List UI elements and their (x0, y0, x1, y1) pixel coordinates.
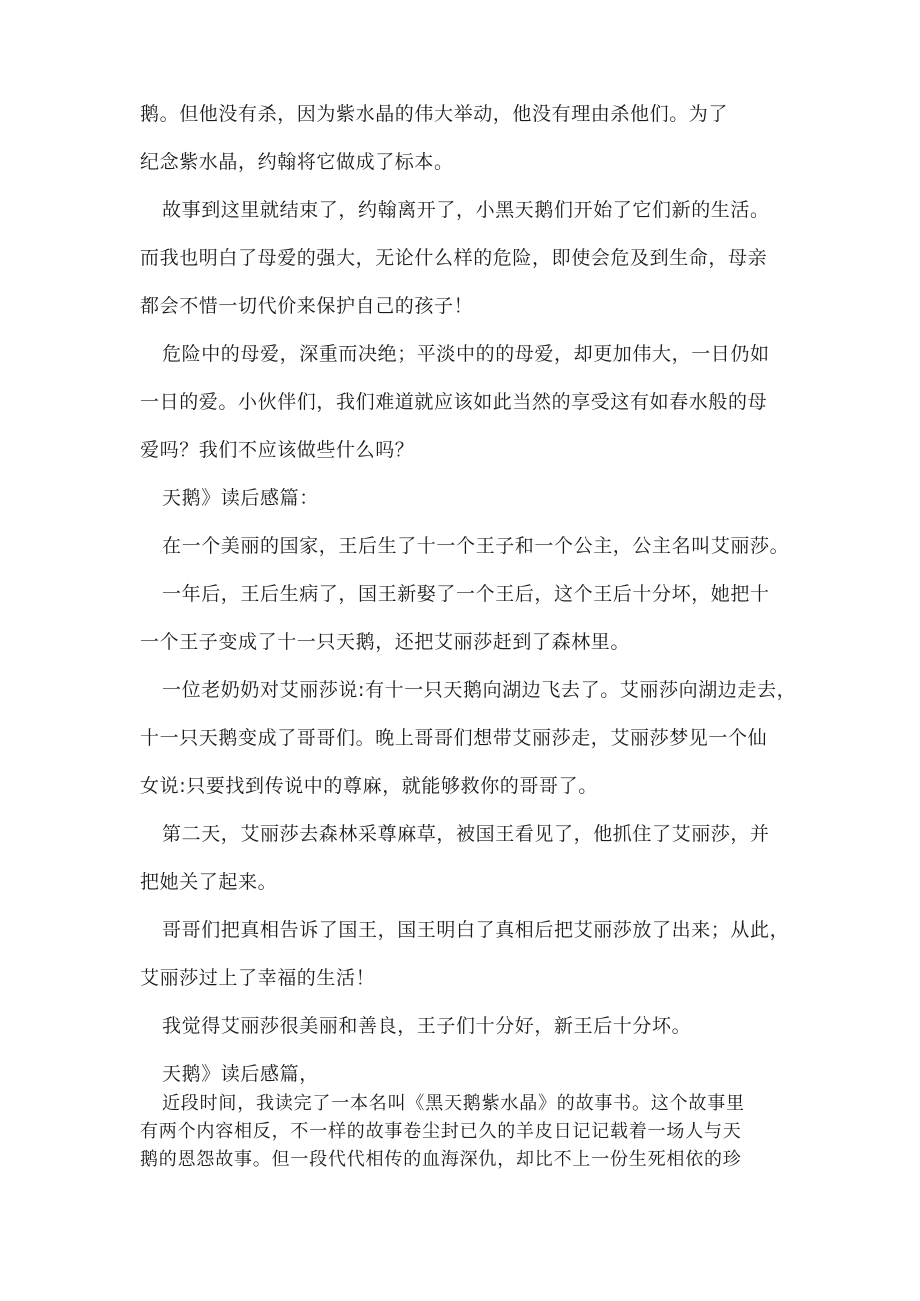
text-line: 危险中的母爱，深重而决绝；平淡中的的母爱，却更加伟大，一日仍如 (162, 343, 770, 365)
text-line: 艾丽莎过上了幸福的生活！ (140, 967, 376, 989)
text-line: 爱吗？我们不应该做些什么吗？ (140, 439, 415, 461)
section-heading: 天鹅》读后感篇： (162, 487, 319, 509)
text-line: 哥哥们把真相告诉了国王，国王明白了真相后把艾丽莎放了出来；从此， (162, 919, 790, 941)
text-line: 十一只天鹅变成了哥哥们。晚上哥哥们想带艾丽莎走，艾丽莎梦见一个仙 (140, 727, 768, 749)
text-line: 鹅。但他没有杀，因为紫水晶的伟大举动，他没有理由杀他们。为了 (140, 103, 729, 125)
text-line: 而我也明白了母爱的强大，无论什么样的危险，即使会危及到生命，母亲 (140, 247, 768, 269)
text-line: 鹅的恩怨故事。但一段代代相传的血海深仇，却比不上一份生死相依的珍 (140, 1149, 742, 1170)
text-line: 故事到这里就结束了，约翰离开了，小黑天鹅们开始了它们新的生活。 (162, 199, 770, 221)
text-line: 近段时间，我读完了一本名叫《黑天鹅紫水晶》的故事书。这个故事里 (162, 1093, 745, 1114)
text-line: 第二天，艾丽莎去森林采尊麻草，被国王看见了，他抓住了艾丽莎，并 (162, 823, 770, 845)
text-line: 把她关了起来。 (140, 871, 278, 893)
text-line: 纪念紫水晶，约翰将它做成了标本。 (140, 151, 454, 173)
text-line: 一位老奶奶对艾丽莎说:有十一只天鹅向湖边飞去了。艾丽莎向湖边走去， (162, 679, 797, 701)
text-line: 一日的爱。小伙伴们，我们难道就应该如此当然的享受这有如春水般的母 (140, 391, 768, 413)
text-line: 有两个内容相反，不一样的故事卷尘封已久的羊皮日记记载着一场人与天 (140, 1121, 742, 1142)
text-line: 都会不惜一切代价来保护自己的孩子！ (140, 295, 474, 317)
text-line: 一个王子变成了十一只天鹅，还把艾丽莎赶到了森林里。 (140, 631, 631, 653)
text-line: 在一个美丽的国家，王后生了十一个王子和一个公主，公主名叫艾丽莎。 (162, 535, 790, 557)
text-line: 我觉得艾丽莎很美丽和善良，王子们十分好，新王后十分坏。 (162, 1015, 692, 1037)
section-heading: 天鹅》读后感篇， (162, 1063, 319, 1085)
text-line: 女说:只要找到传说中的尊麻，就能够救你的哥哥了。 (140, 775, 598, 797)
text-line: 一年后，王后生病了，国王新娶了一个王后，这个王后十分坏，她把十 (162, 583, 770, 605)
